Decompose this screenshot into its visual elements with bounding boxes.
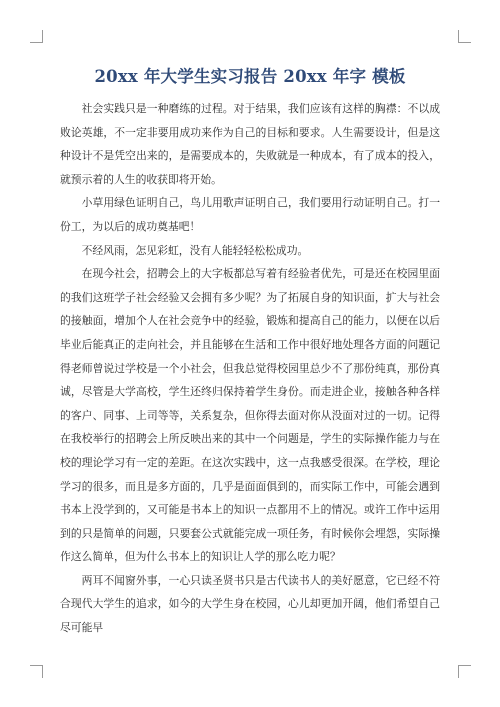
paragraph: 在现今社会，招聘会上的大字板都总写着有经验者优先，可是还在校园里面的我们这班学子社会经验又会拥有多少呢？为了拓展自身的知识面，扩大与社会的接触面，增加个人在社会竞争中的经验，锻炼和提高自己的能力，以便在以后毕业后能真正的走向社会，并且能够在生活和工作中很好地处理各方面的问题记得老师曾说过学校是一个小社会，但我总觉得校园里总少不了那份纯真，那份真诚，尽管是大学高校，学生还终归保持着学生身份。而走进企业，接触各种各样的客户、同事、上司等等，关系复杂，但你得去面对你从没面对过的一切。记得在我校举行的招聘会上所反映出来的其中一个问题是，学生的实际操作能力与在校的理论学习有一定的差距。在这次实践中，这一点我感受很深。在学校，理论学习的很多，而且是多方面的，几乎是面面俱到的，而实际工作中，可能会遇到书本上没学到的，又可能是书本上的知识一点都用不上的情况。或许工作中运用到的只是简单的问题，只要套公式就能完成一项任务，有时候你会埋怨，实际操作这么简单，但为什么书本上的知识让人学的那么吃力呢？: [60, 267, 440, 564]
crop-mark-top-left: [30, 30, 43, 43]
crop-mark-bottom-left: [30, 665, 43, 678]
document-body: [60, 97, 440, 640]
paragraph: 不经风雨，怎见彩虹，没有人能轻轻松松成功。: [81, 243, 309, 257]
paragraph: 小草用绿色证明自己，鸟儿用歌声证明自己，我们要用行动证明自己。打一份工，为以后的成功奠基吧！: [60, 196, 440, 233]
paragraph: 社会实践只是一种磨练的过程。对于结果，我们应该有这样的胸襟：不以成败论英雄，不一定非要用成功来作为自己的目标和要求。人生需要设计，但是这种设计不是凭空出来的，是需要成本的，失败就是一种成本，有了成本的投入，就预示着的人生的收获即将开始。: [60, 102, 440, 186]
crop-mark-top-right: [458, 30, 471, 43]
paragraph: 两耳不闻窗外事，一心只读圣贤书只是古代读书人的美好愿意，它已经不符合现代大学生的追求，如今的大学生身在校园，心儿却更加开阔，他们希望自己尽可能早: [60, 573, 440, 635]
crop-mark-bottom-right: [458, 665, 471, 678]
document-title: 20xx 年大学生实习报告 20xx 年字 模板: [94, 67, 406, 86]
